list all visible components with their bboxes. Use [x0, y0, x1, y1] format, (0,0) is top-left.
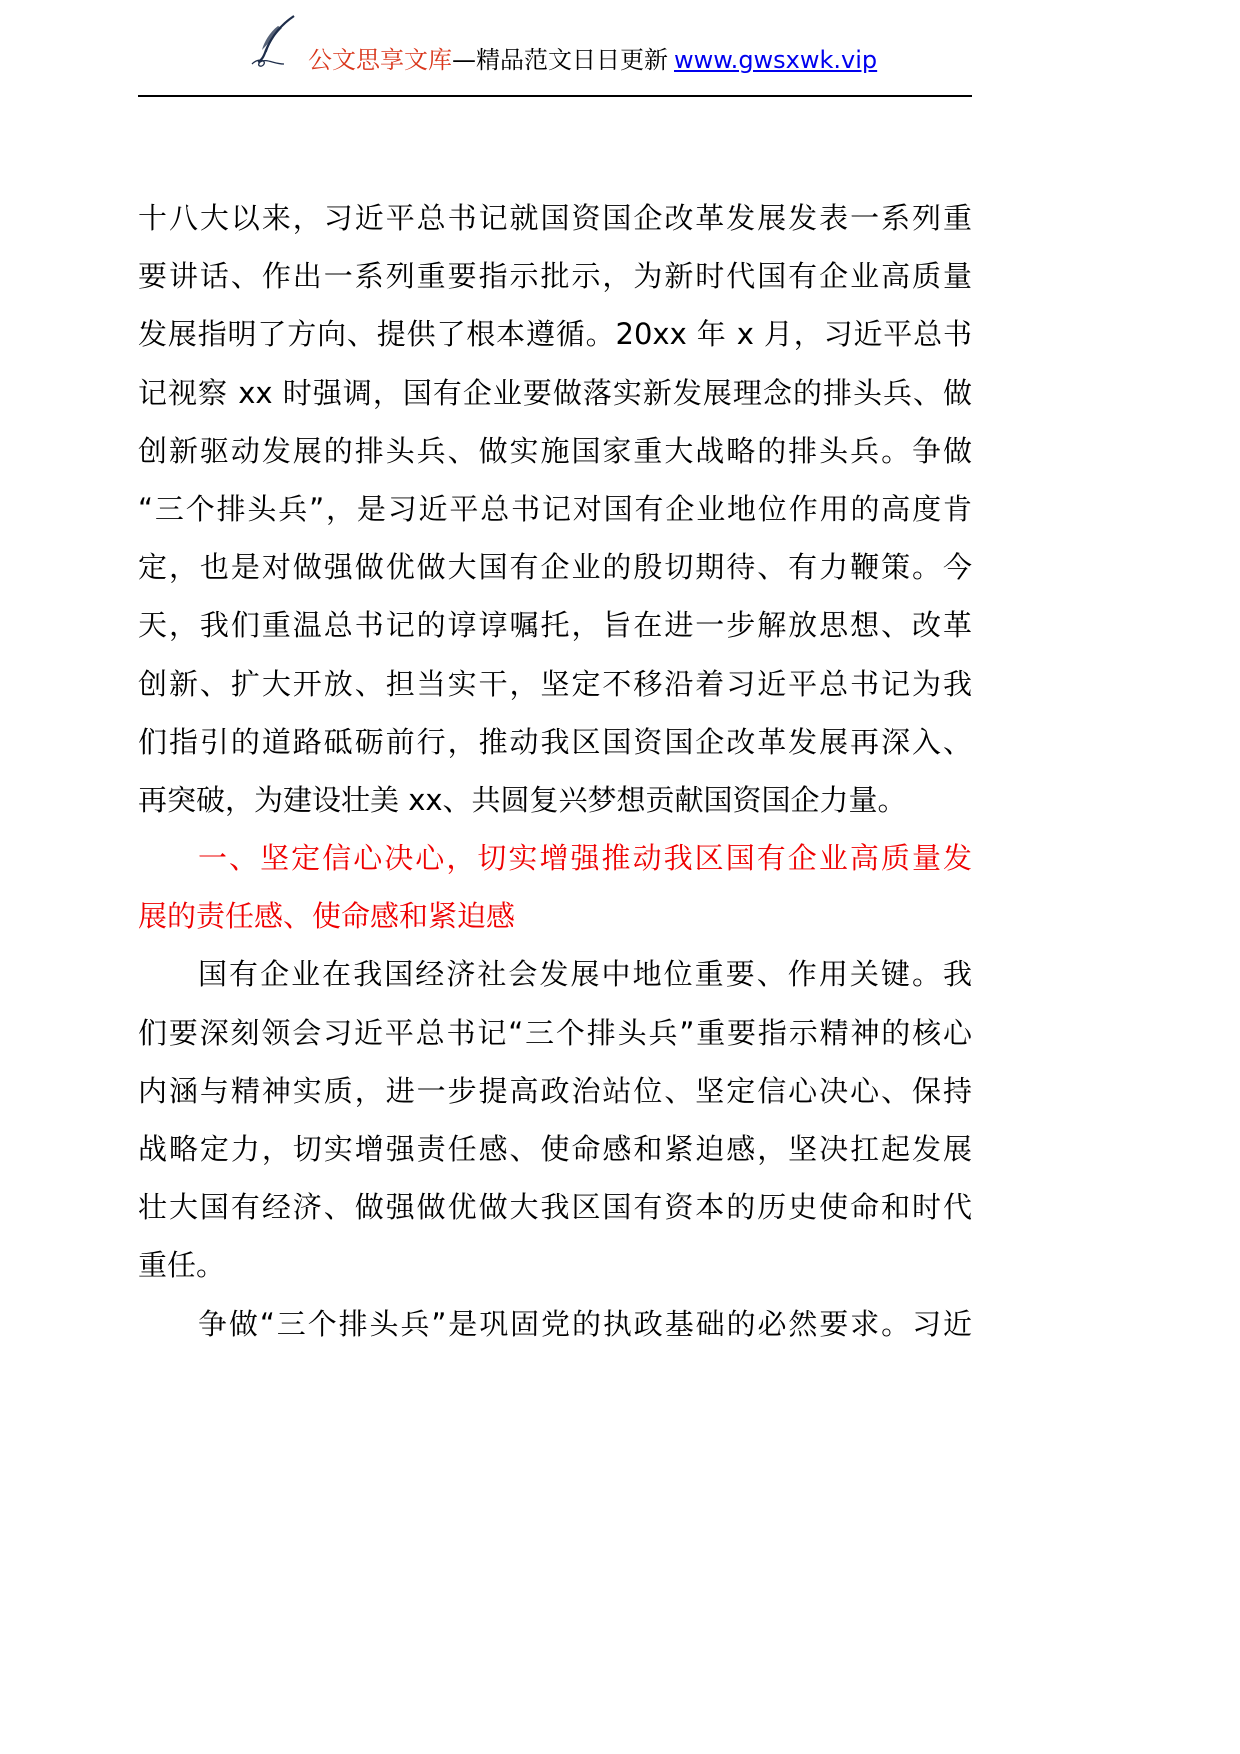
page-header [0, 0, 1240, 110]
text-line: 们要深刻领会习近平总书记“三个排头兵”重要指示精神的核心 [138, 1015, 972, 1050]
document-body [138, 196, 972, 1360]
heading-line: 展的责任感、使命感和紧迫感 [138, 899, 516, 934]
text-line: 发展指明了方向、提供了根本遵循。20xx 年 x 月，习近平总书 [138, 317, 972, 352]
text-line: 壮大国有经济、做强做优做大我区国有资本的历史使命和时代 [138, 1190, 972, 1225]
paragraph-intro [138, 196, 972, 836]
text-line: 天，我们重温总书记的谆谆嘱托，旨在进一步解放思想、改革 [138, 608, 972, 643]
text-line: 争做“三个排头兵”是巩固党的执政基础的必然要求。习近 [198, 1306, 972, 1341]
header-divider [138, 95, 972, 97]
heading-line: 一、坚定信心决心，切实增强推动我区国有企业高质量发 [198, 841, 972, 876]
slogan: —精品范文日日更新 [452, 46, 668, 74]
text-line: 再突破，为建设壮美 xx、共圆复兴梦想贡献国资国企力量。 [138, 782, 907, 817]
quill-pen-icon [248, 14, 304, 70]
text-line: 创新驱动发展的排头兵、做实施国家重大战略的排头兵。争做 [138, 433, 972, 468]
text-line: 定，也是对做强做优做大国有企业的殷切期待、有力鞭策。今 [138, 550, 972, 585]
brand-name: 公文思享文库 [308, 46, 452, 74]
text-line: 们指引的道路砥砺前行，推动我区国资国企改革发展再深入、 [138, 724, 972, 759]
text-line: 重任。 [138, 1248, 226, 1283]
text-line: 记视察 xx 时强调，国有企业要做落实新发展理念的排头兵、做 [138, 375, 972, 410]
text-line: 战略定力，切实增强责任感、使命感和紧迫感，坚决扛起发展 [138, 1132, 972, 1166]
text-line: 十八大以来，习近平总书记就国资国企改革发展发表一系列重 [138, 201, 972, 235]
text-line: 内涵与精神实质，进一步提高政治站位、坚定信心决心、保持 [138, 1073, 972, 1108]
text-line: 创新、扩大开放、担当实干，坚定不移沿着习近平总书记为我 [138, 666, 972, 701]
paragraph-3 [138, 1302, 972, 1360]
text-line: 要讲话、作出一系列重要指示批示，为新时代国有企业高质量 [138, 259, 972, 294]
text-line: “三个排头兵”，是习近平总书记对国有企业地位作用的高度肯 [138, 491, 972, 526]
header-banner [308, 44, 877, 76]
site-link[interactable]: www.gwsxwk.vip [674, 46, 878, 74]
section-heading-1 [138, 836, 972, 952]
text-line: 国有企业在我国经济社会发展中地位重要、作用关键。我 [198, 957, 972, 992]
paragraph-2 [138, 952, 972, 1301]
